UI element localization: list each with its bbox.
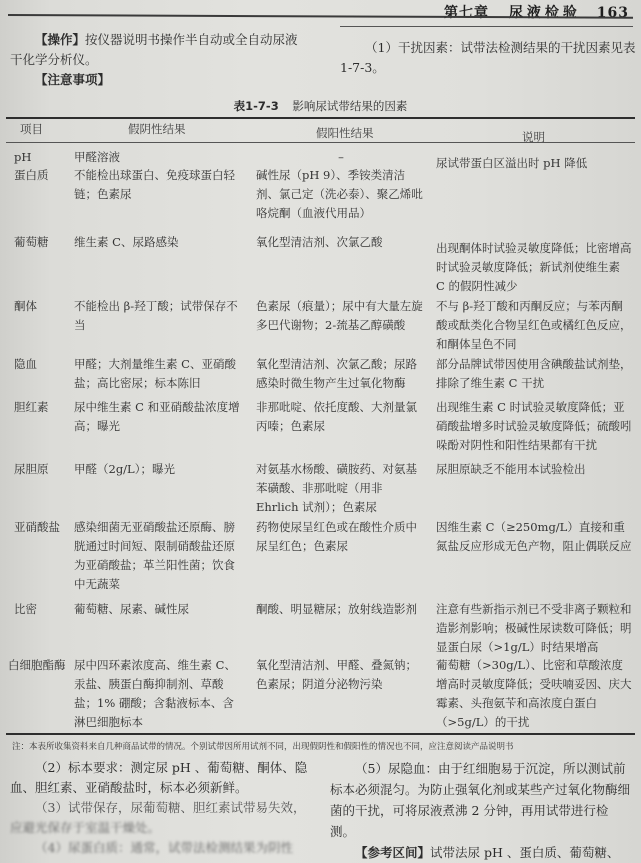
- page-number: 163: [596, 5, 629, 21]
- running-head: [444, 2, 629, 22]
- left-column-bottom: [10, 758, 310, 858]
- reference-label: 【参考区间】: [355, 845, 431, 860]
- reference-interval: [330, 842, 630, 863]
- strip-storage-line1: （3）试带保存，尿葡萄糖、胆红素试带易失效，: [35, 800, 306, 815]
- right-column-bottom: [330, 758, 630, 863]
- table-title: 影响尿试带结果的因素: [292, 99, 408, 113]
- notes-heading: 【注意事项】: [35, 72, 111, 87]
- chapter-title: 尿液检验: [508, 5, 581, 21]
- header-item: 项目: [20, 122, 43, 136]
- reference-text: 试带法尿 pH 、蛋白质、葡萄糖、: [430, 845, 620, 860]
- right-column-top: [340, 38, 636, 78]
- header-false-negative: 假阴性结果: [128, 122, 186, 136]
- urine-protein-line1: （4）尿蛋白质：通常，试带法检测结果为阴性: [35, 840, 293, 855]
- header-note: 说明: [522, 130, 545, 144]
- header-false-positive: 假阳性结果: [316, 126, 374, 140]
- interference-paragraph: （1）干扰因素：试带法检测结果的干扰因素见表1-7-3。: [340, 40, 636, 75]
- table-number: 表1-7-3: [233, 99, 279, 113]
- operation-label: 【操作】: [35, 32, 86, 47]
- operation-paragraph: [10, 30, 310, 70]
- table-caption: [0, 98, 641, 114]
- running-head-rule: [340, 26, 633, 27]
- specimen-requirement-line1: （2）标本要求：测定尿 pH 、葡萄糖、酮体、隐: [35, 760, 308, 775]
- table-header-rule: [6, 142, 635, 143]
- table-footnote: 注：本表所收集资料来自几种商品试带的情况。个别试带因所用试剂不同，出现假阴性和假阳性的情况也不同，应注意阅读产品说明书: [12, 742, 514, 752]
- strip-storage-line2: 应避光保存于室温干燥处。: [10, 820, 161, 835]
- table-bottom-rule: [6, 733, 635, 735]
- specimen-requirement-line2: 血、胆红素、亚硝酸盐时，标本必须新鲜。: [10, 780, 248, 795]
- left-column-top: [10, 30, 310, 90]
- operation-text: 按仪器说明书操作半自动或全自动尿液干化学分析仪。: [10, 32, 298, 67]
- book-page: 第七章 尿液检验 163 【操作】按仪器说明书操作半自动或全自动尿液干化学分析仪。 【注意事项】 （1）干扰因素：试带法检测结果的干扰因素见表1-7-3。 表1-7-3 影响尿试带结果的因素 项目 假阴性结果 假阳性结果 说明 pH 甲醛溶液 – 尿试带蛋白区溢出时 pH 降低 蛋白质 不能检出球蛋白、免疫球蛋白轻链；色素尿 碱性尿（pH 9）、季铵类清洁剂、氯己定（洗必泰）、聚乙烯吡咯烷酮（血液代用品） 葡萄糖 维生素 C、尿路感染 氧化型清洁剂、次氯乙酸 出现酮体时试验灵敏度降低；比密增高时试验灵敏度降低；新试剂使维生素 C 的假阴性减少 酮体 不能检出 β-羟丁酸；试带保存不当 色素尿（痕量）；尿中有大量左旋多巴代谢物；2-巯基乙醇磺酸 不与 β-羟丁酸和丙酮反应；与苯丙酮酸或酞类化合物呈红色或橘红色反应，和酮体呈色不同 隐血 甲醛；大剂量维生素 C、亚硝酸盐；高比密尿；标本陈旧 氧化型清洁剂、次氯乙酸；尿路感染时微生物产生过氧化物酶 部分品牌试带因使用含碘酸盐试剂垫，排除了维生素 C 干扰 胆红素 尿中维生素 C 和亚硝酸盐浓度增高；曝光 非那吡啶、依托度酸、大剂量氯丙嗪；色素尿 出现维生素 C 时试验灵敏度降低；亚硝酸盐增多时试验灵敏度降低；硫酸吲哚酚对阴性和阳性结果都有干扰 尿胆原 甲醛（2g/L）；曝光 对氨基水杨酸、磺胺药、对氨基苯磺酸、非那吡啶（用非 Ehrlich 试剂）；色素尿 尿胆原缺乏不能用本试验检出 亚硝酸盐 感染细菌无亚硝酸盐还原酶、膀胱通过时间短、限制硝酸盐还原为亚硝酸盐；革兰阳性菌；饮食中无蔬菜 药物使尿呈红色或在酸性介质中尿呈红色；色素尿 因维生素 C（≥250mg/L）直接和重氮盐反应形成无色产物，阻止偶联反应 比密 葡萄糖、尿素、碱性尿 酮酸、明显糖尿；放射线造影剂 注意有些新指示剂已不受非离子颗粒和造影剂影响；极碱性尿读数可降低；明显蛋白尿（>1g/L）时结果增高 白细胞酯酶 尿中四环素浓度高、维生素 C、汞盐、胰蛋白酶抑制剂、草酸盐；1% 硼酸；含黏液标本、含淋巴细胞标本 氧化型清洁剂、甲醛、叠氮钠；色素尿；阴道分泌物污染 葡萄糖（>30g/L）、比密和草酸浓度增高时灵敏度降低；受呋喃妥因、庆大霉素、头孢氨苄和高浓度白蛋白（>5g/L）的干扰 注：本表所收集资料来自几种商品试带的情况。个别试带因所用试剂不同，出现假阴性和假阳性的情况也不同，应注意阅读产品说明书 （2）标本要求：测定尿 pH 、葡萄糖、酮体、隐 血、胆红素、亚硝酸盐时，标本必须新鲜。 （3）试带保存，尿葡萄糖、胆红素试带易失效， 应避光保存于室温干燥处。 （4）尿蛋白质：通常，试带法检测结果为阴性 （5）尿隐血：由于红细胞易于沉淀，所以测试前标本必须混匀。为防止强氧化剂或某些产过氧化物酶细菌的干扰，可将尿液煮沸 2 分钟，再用试带进行检测。 【参考区间】试带法尿 pH 、蛋白质、葡萄糖、: [0, 0, 641, 854]
- occult-blood-paragraph: （5）尿隐血：由于红细胞易于沉淀，所以测试前标本必须混匀。为防止强氧化剂或某些产过氧化物酶细菌的干扰，可将尿液煮沸 2 分钟，再用试带进行检测。: [330, 761, 631, 839]
- table-top-rule: [6, 117, 635, 119]
- chapter-number: 第七章: [444, 5, 490, 21]
